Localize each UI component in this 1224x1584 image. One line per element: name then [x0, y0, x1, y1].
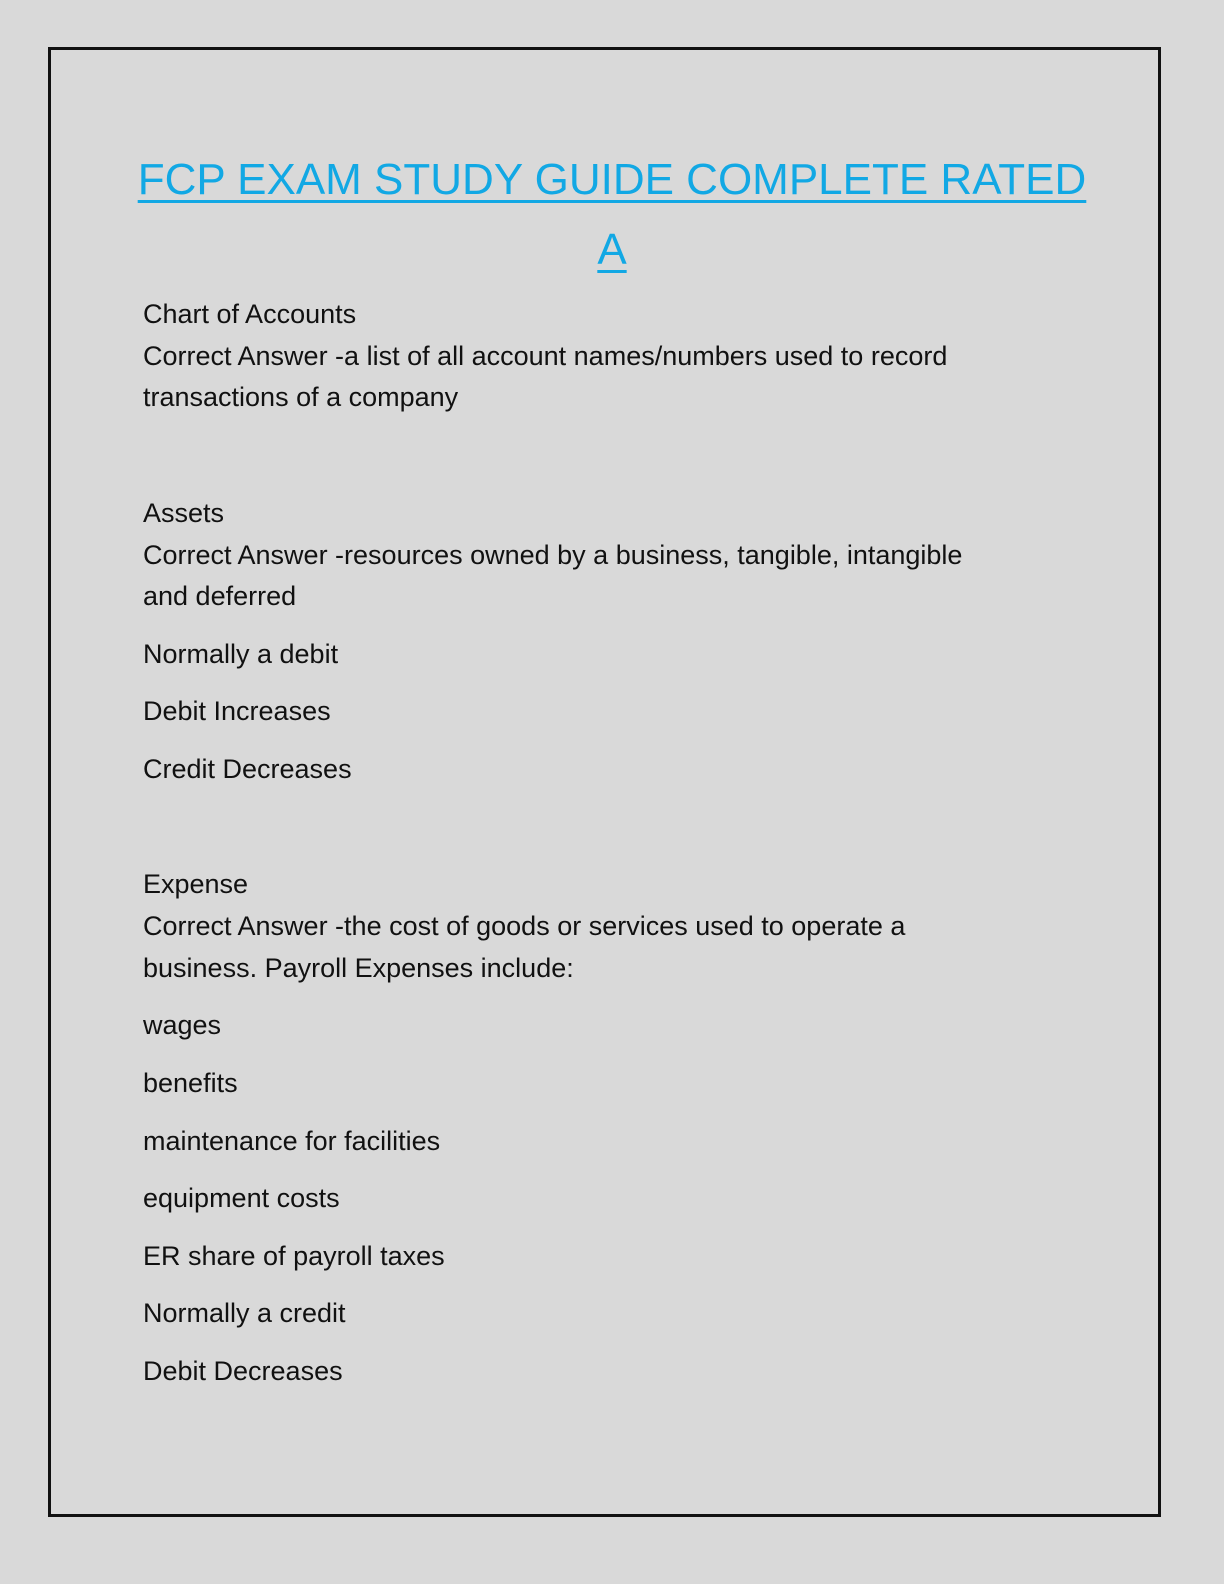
list-item: benefits — [143, 1068, 238, 1098]
list-item: ER share of payroll taxes — [143, 1241, 445, 1271]
list-item: Normally a credit — [143, 1298, 346, 1328]
answer-line: transactions of a company — [143, 382, 459, 412]
document-title — [0, 145, 1224, 285]
answer-line: and deferred — [143, 581, 297, 611]
document-title-line-1: FCP EXAM STUDY GUIDE COMPLETE RATED — [137, 155, 1087, 204]
list-item: maintenance for facilities — [143, 1126, 441, 1156]
term-chart-of-accounts: Chart of Accounts — [143, 299, 357, 329]
list-item: Debit Increases — [143, 696, 331, 726]
list-item: Credit Decreases — [143, 754, 352, 784]
answer-line: business. Payroll Expenses include: — [143, 953, 574, 983]
list-item: Normally a debit — [143, 639, 339, 669]
list-item: equipment costs — [143, 1183, 340, 1213]
answer-line: Correct Answer -the cost of goods or services used to operate a — [143, 911, 906, 941]
list-item: wages — [143, 1010, 222, 1040]
answer-line: Correct Answer -a list of all account names/numbers used to record — [143, 341, 948, 371]
term-expense: Expense — [143, 869, 249, 899]
answer-line: Correct Answer -resources owned by a business, tangible, intangible — [143, 540, 963, 570]
term-assets: Assets — [143, 498, 225, 528]
list-item: Debit Decreases — [143, 1356, 343, 1386]
document-title-line-2: A — [597, 225, 627, 274]
